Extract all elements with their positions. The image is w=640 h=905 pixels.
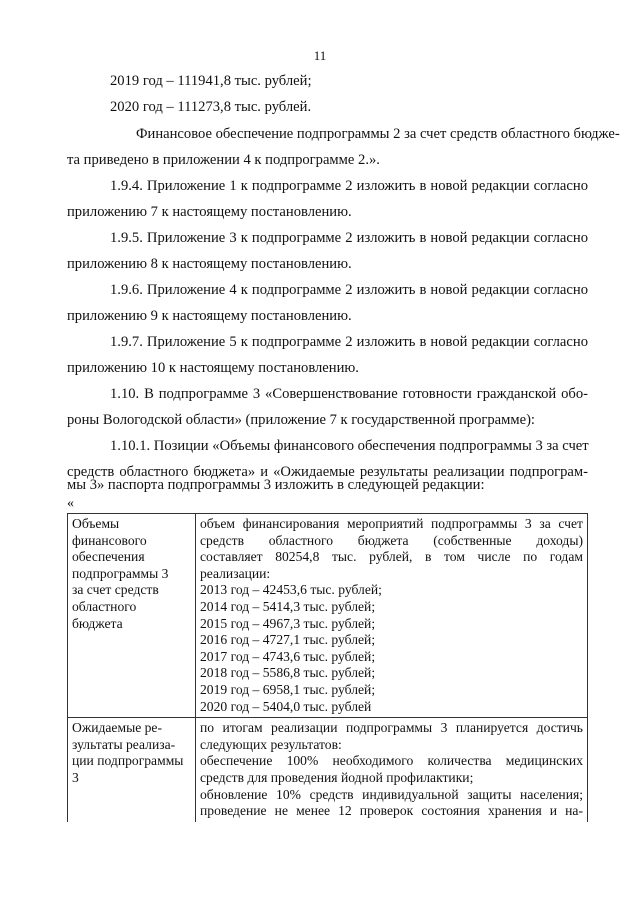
cell-line: 2020 год – 5404,0 тыс. рублей bbox=[200, 698, 372, 714]
row-label-cell bbox=[68, 718, 196, 822]
cell-line: 2015 год – 4967,3 тыс. рублей; bbox=[200, 615, 376, 631]
cell-line: обновление 10% средств индивидуальной защиты населения; bbox=[200, 786, 583, 802]
cell-line: Ожидаемые ре- bbox=[72, 720, 162, 736]
text-line: 1.10.1. Позиции «Объемы финансового обеспечения подпрограммы 3 за счет bbox=[110, 438, 589, 454]
text-line: 1.9.4. Приложение 1 к подпрограмме 2 изложить в новой редакции согласно bbox=[110, 178, 588, 194]
text-line: мы 3» паспорта подпрограммы 3 изложить в следующей редакции: bbox=[67, 477, 485, 493]
table-row bbox=[68, 718, 588, 822]
row-content-cell bbox=[196, 514, 588, 718]
opening-quote: « bbox=[67, 496, 74, 511]
cell-line: областного bbox=[72, 598, 137, 614]
cell-line: зультаты реализа- bbox=[72, 736, 176, 752]
cell-line: обеспечение 100% необходимого количества медицинских bbox=[200, 753, 583, 769]
cell-line: объем финансирования мероприятий подпрограммы 3 за счет bbox=[200, 516, 583, 531]
page-number: 11 bbox=[313, 48, 327, 63]
cell-line: 3 bbox=[72, 769, 79, 785]
table-row bbox=[68, 514, 588, 718]
cell-line: 2018 год – 5586,8 тыс. рублей; bbox=[200, 665, 376, 681]
cell-line: составляет 80254,8 тыс. рублей, в том числе по годам bbox=[200, 549, 583, 565]
cell-line: за счет средств bbox=[72, 582, 159, 598]
cell-line: подпрограммы 3 bbox=[72, 565, 169, 581]
cell-line: обеспечения bbox=[72, 549, 145, 565]
cell-line: финансового bbox=[72, 532, 147, 548]
row-label-cell bbox=[68, 514, 196, 718]
cell-line: ции подпрограммы bbox=[72, 753, 184, 769]
text-line: 1.10. В подпрограмме 3 «Совершенствование готовности гражданской обо- bbox=[110, 386, 588, 402]
text-line: средств областного бюджета» и «Ожидаемые результаты реализации подпрограм- bbox=[67, 464, 588, 480]
row-content-cell bbox=[196, 718, 588, 822]
cell-line: средств областного бюджета (собственные доходы) bbox=[200, 532, 583, 548]
text-line: приложению 10 к настоящему постановлению. bbox=[67, 360, 359, 376]
text-line: роны Вологодской области» (приложение 7 к государственной программе): bbox=[67, 412, 535, 428]
text-line: приложению 9 к настоящему постановлению. bbox=[67, 308, 352, 324]
cell-line: 2017 год – 4743,6 тыс. рублей; bbox=[200, 648, 376, 664]
text-line: 1.9.5. Приложение 3 к подпрограмме 2 изложить в новой редакции согласно bbox=[110, 230, 588, 246]
cell-line: бюджета bbox=[72, 615, 123, 631]
cell-line: по итогам реализации подпрограммы 3 планируется достичь bbox=[200, 720, 583, 736]
text-line: 2019 год – 111941,8 тыс. рублей; bbox=[110, 73, 312, 89]
cell-line: 2019 год – 6958,1 тыс. рублей; bbox=[200, 681, 376, 697]
text-line: та приведено в приложении 4 к подпрограмме 2.». bbox=[67, 152, 380, 168]
cell-line: реализации: bbox=[200, 565, 271, 581]
text-line: 2020 год – 111273,8 тыс. рублей. bbox=[110, 99, 312, 115]
financing-table bbox=[67, 513, 588, 822]
text-line: 1.9.7. Приложение 5 к подпрограмме 2 изложить в новой редакции согласно bbox=[110, 334, 588, 350]
text-line: приложению 8 к настоящему постановлению. bbox=[67, 256, 352, 272]
cell-line: 2014 год – 5414,3 тыс. рублей; bbox=[200, 598, 376, 614]
cell-line: Объемы bbox=[72, 516, 120, 531]
cell-line: следующих результатов: bbox=[200, 736, 342, 752]
cell-line: 2016 год – 4727,1 тыс. рублей; bbox=[200, 632, 376, 648]
text-line: 1.9.6. Приложение 4 к подпрограмме 2 изложить в новой редакции согласно bbox=[110, 282, 588, 298]
cell-line: 2013 год – 42453,6 тыс. рублей; bbox=[200, 582, 382, 598]
text-line: приложению 7 к настоящему постановлению. bbox=[67, 204, 352, 220]
cell-line: средств для проведения йодной профилактики; bbox=[200, 769, 474, 785]
text-line: Финансовое обеспечение подпрограммы 2 за счет средств областного бюдже- bbox=[136, 126, 620, 142]
cell-line: проведение не менее 12 проверок состояния хранения и на- bbox=[200, 803, 583, 819]
